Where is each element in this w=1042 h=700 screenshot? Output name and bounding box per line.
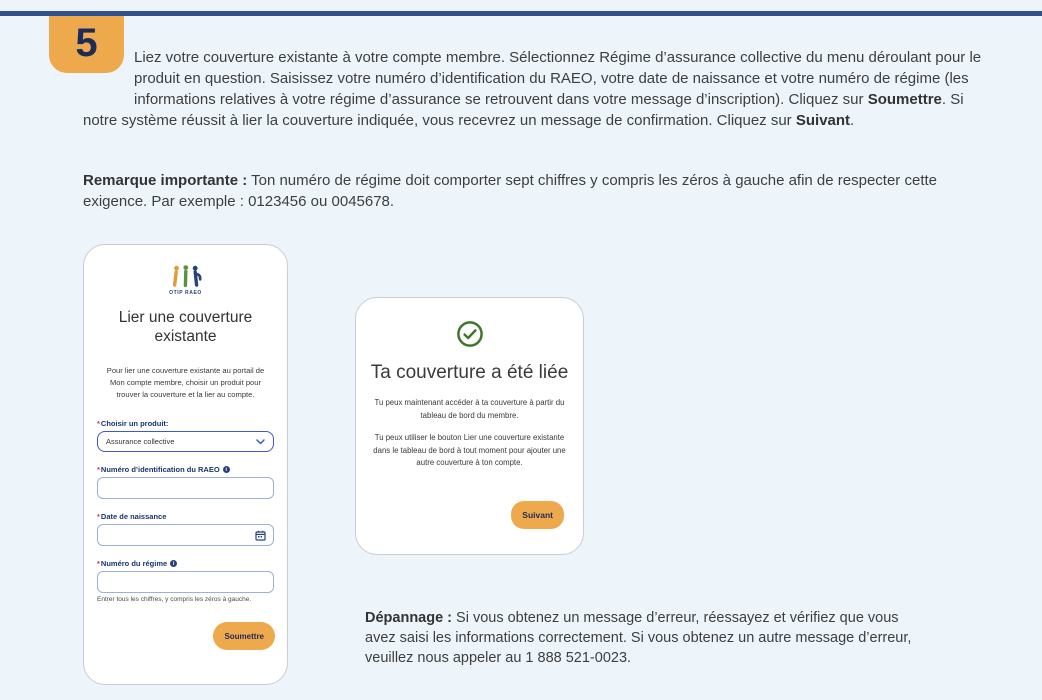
troubleshooting-heading: Dépannage : — [365, 610, 453, 626]
instructions-line-4: se retrouvent dans votre message d’inscription). Cliquez sur — [465, 91, 868, 108]
raeo-field-label: Numéro d’identification du RAEO — [100, 465, 220, 475]
calendar-icon[interactable] — [255, 530, 266, 541]
link-coverage-card — [83, 244, 288, 685]
plan-field-label-row — [97, 559, 274, 568]
top-accent-bar — [0, 11, 1042, 16]
required-asterisk: * — [97, 512, 100, 522]
birth-date-input[interactable] — [97, 524, 274, 546]
check-circle-icon — [456, 320, 484, 348]
instructions-line-1: Liez votre couverture existante à votre compte membre. Sélectionnez Régime d’assurance collective — [134, 49, 802, 66]
required-asterisk: * — [97, 559, 100, 569]
instructions-line-5b: . — [850, 112, 855, 129]
success-card-title: Ta couverture a été liée — [370, 362, 569, 383]
info-icon[interactable]: i — [170, 560, 177, 567]
success-message-2: Tu peux utiliser le bouton Lier une couverture existante dans le tableau de bord à tout moment pour ajouter une autre couverture à ton compte. — [373, 432, 566, 468]
dob-field-label-row — [97, 512, 274, 521]
raeo-field-label-row — [97, 465, 274, 474]
product-select-value: Assurance collective — [106, 437, 175, 447]
link-card-title: Lier une couverture existante — [118, 309, 253, 346]
submit-keyword: Soumettre — [867, 91, 942, 108]
required-asterisk: * — [97, 465, 100, 475]
otip-logo-caption: OTIP RAEO — [169, 290, 202, 296]
plan-helper-text: Entrer tous les chiffres, y compris les zéros à gauche. — [97, 596, 252, 604]
success-card — [355, 297, 584, 555]
chevron-down-icon — [256, 439, 265, 445]
otip-logo-icon — [166, 265, 206, 288]
next-keyword: Suivant — [795, 112, 851, 129]
troubleshooting-body: Si vous obtenez un message d’erreur, réessayez et vérifiez que vous avez saisi les informations correctement. Si vous obtenez un autre message d’erreur, veuillez nous appeler au 1 888 521-0023. — [365, 610, 912, 666]
step-number: 5 — [75, 20, 98, 65]
instructions-line-3: votre date de naissance et votre numéro de régime (les informations relatives à votre régime d’assurance — [134, 70, 969, 108]
info-icon[interactable]: i — [223, 466, 230, 473]
product-field-label-row — [97, 419, 274, 428]
instructions-line-4b: . Si notre système réussit à lier la — [83, 91, 964, 129]
instructions-line-2: du menu déroulant pour le produit en question. Saisissez votre numéro d’identification du RAEO, — [134, 49, 982, 87]
dob-field-label: Date de naissance — [100, 512, 167, 522]
important-note-body: Ton numéro de régime doit comporter sept chiffres y compris les zéros à gauche afin de respecter cette exigence. Par exemple : 0123456 ou 0045678. — [83, 172, 937, 210]
success-message-1: Tu peux maintenant accéder à ta couverture à partir du tableau de bord du membre. — [374, 398, 565, 420]
troubleshooting-note — [365, 608, 921, 668]
plan-field-label: Numéro du régime — [100, 559, 168, 569]
link-card-description: Pour lier une couverture existante au portail de Mon compte membre, choisir un produit pour trouver la couverture et la lier au compte. — [106, 365, 265, 400]
otip-raeo-logo — [166, 265, 206, 296]
badge-wrap-spacer — [83, 47, 134, 91]
link-coverage-form — [97, 419, 274, 650]
raeo-id-input[interactable] — [97, 477, 274, 499]
product-field-label: Choisir un produit: — [100, 419, 169, 429]
submit-button[interactable]: Soumettre — [213, 622, 275, 650]
step-instructions — [83, 47, 983, 131]
instructions-line-5: couverture indiquée, vous recevrez un message de confirmation. Cliquez sur — [282, 112, 796, 129]
plan-number-input[interactable] — [97, 571, 274, 593]
product-select[interactable] — [97, 431, 274, 452]
important-note-heading: Remarque importante : — [83, 172, 248, 189]
required-asterisk: * — [97, 419, 100, 429]
important-note — [83, 170, 973, 212]
next-button[interactable]: Suivant — [511, 501, 564, 529]
